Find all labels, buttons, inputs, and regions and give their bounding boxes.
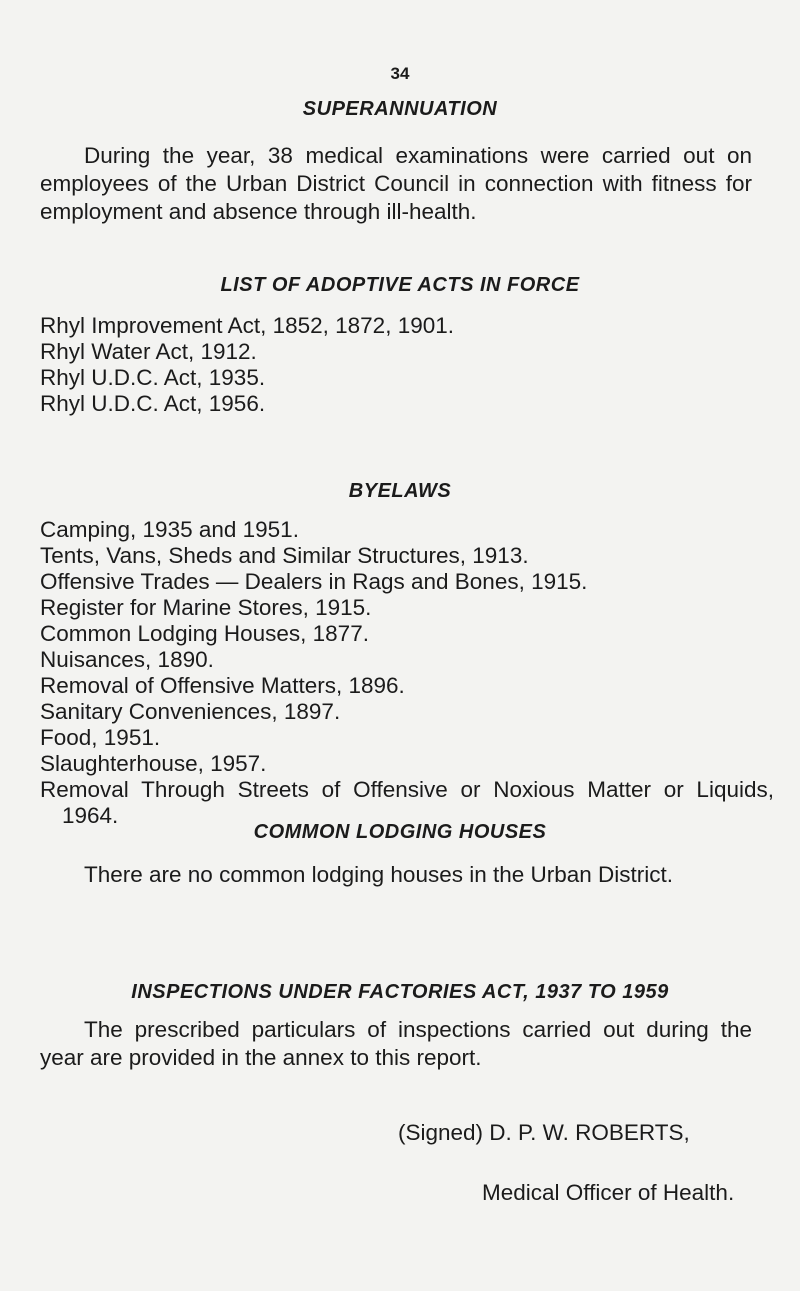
list-item: Food, 1951. <box>40 725 161 750</box>
list-item: Nuisances, 1890. <box>40 647 214 672</box>
superannuation-heading: SUPERANNUATION <box>302 98 498 120</box>
list-item: Slaughterhouse, 1957. <box>40 751 267 776</box>
list-item: Rhyl Improvement Act, 1852, 1872, 1901. <box>40 313 454 338</box>
list-item: Rhyl U.D.C. Act, 1935. <box>40 365 266 390</box>
list-item: Register for Marine Stores, 1915. <box>40 595 372 620</box>
byelaws-heading: BYELAWS <box>348 480 452 502</box>
list-item: Sanitary Conveniences, 1897. <box>40 699 341 724</box>
list-item: Removal Through Streets of Offensive or Noxious Matter or Liquids, 1964. <box>40 777 774 828</box>
lodging-houses-paragraph: There are no common lodging houses in the Urban District. <box>84 862 674 887</box>
list-item: Common Lodging Houses, 1877. <box>40 621 369 646</box>
list-item: Rhyl Water Act, 1912. <box>40 339 257 364</box>
adoptive-acts-heading: LIST OF ADOPTIVE ACTS IN FORCE <box>220 274 580 296</box>
lodging-houses-heading: COMMON LODGING HOUSES <box>253 821 547 843</box>
factories-paragraph: The prescribed particulars of inspections carried out during the year are provided in the annex to this report. <box>40 1017 752 1070</box>
signature-line: (Signed) D. P. W. ROBERTS, <box>398 1120 690 1145</box>
adoptive-acts-list <box>40 313 770 417</box>
signature-title: Medical Officer of Health. <box>482 1180 735 1205</box>
list-item: Removal of Offensive Matters, 1896. <box>40 673 405 698</box>
byelaws-list <box>40 517 774 829</box>
list-item: Offensive Trades — Dealers in Rags and Bones, 1915. <box>40 569 588 594</box>
superannuation-paragraph: During the year, 38 medical examinations were carried out on employees of the Urban District Council in connection with fitness for employment and absence through ill-health. <box>40 143 752 224</box>
factories-heading: INSPECTIONS UNDER FACTORIES ACT, 1937 TO 1959 <box>131 981 669 1003</box>
list-item: Tents, Vans, Sheds and Similar Structures, 1913. <box>40 543 529 568</box>
list-item: Camping, 1935 and 1951. <box>40 517 299 542</box>
list-item: Rhyl U.D.C. Act, 1956. <box>40 391 266 416</box>
page-number: 34 <box>390 64 410 83</box>
